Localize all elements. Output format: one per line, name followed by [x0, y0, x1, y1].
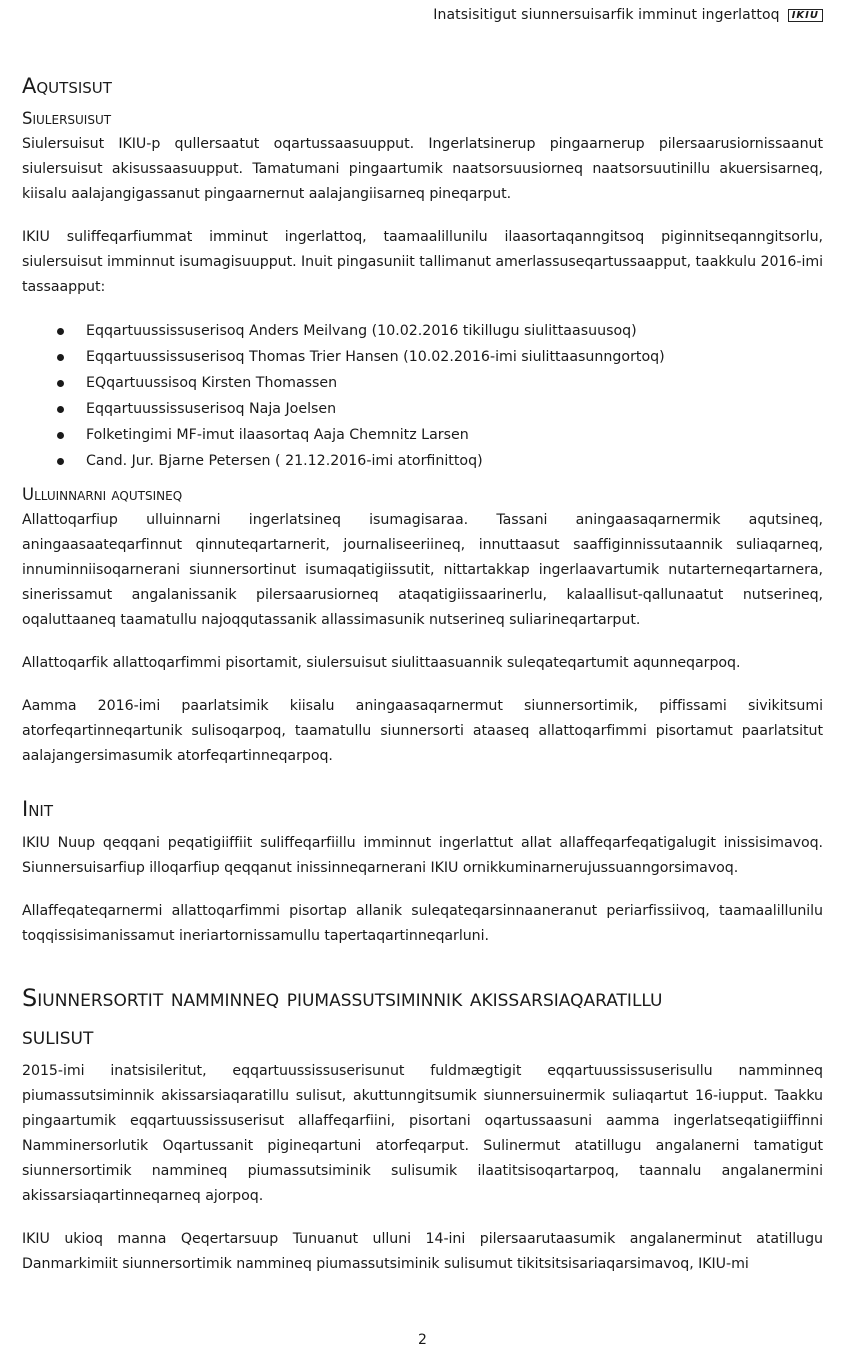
paragraph: Allattoqarfiup ulluinnarni ingerlatsineq isumagisaraa. Tassani aningaasaqarnermik aqutsineq, aningaasaateqarfinnut qinnuteqartarnerit, journaliseeriineq, innuttaasut saaffiginnissutaannik suliaqarneq, innuminniisoqarnerani siunnersortinut isumaqatigiissutit, nittartakkap ingerlaavartumik nutarterneqartarnera, sinerissamut angalanissanik pilersaarusiorneq ataqatigiissaarinerlu, kalaallisut-qallunaatut nutserineq, oqaluttaaneq taamatullu najoqqutassanik allassimasunik nutserineq suliarineqartarput. [22, 512, 823, 628]
page-content [22, 72, 823, 1295]
page-number: 2 [418, 1332, 427, 1348]
paragraph: Allaffeqateqarnermi allattoqarfimmi pisortap allanik suleqateqarsinnaaneranut periarfissiivoq, taamaalillunilu toqqissisimanissamut ineriartornissamullu tapertaqartinneqarluni. [22, 903, 823, 944]
section-heading-aqutsisut: Aqutsisut [22, 74, 112, 98]
section-heading-init: Init [22, 797, 54, 821]
heading-line: sulisut [22, 1022, 94, 1050]
list-item: Eqqartuussissuserisoq Anders Meilvang (10.02.2016 tikillugu siulittaasuusoq) [22, 318, 823, 344]
paragraph: IKIU ukioq manna Qeqertarsuup Tunuanut ulluni 14-ini pilersaarutaasumik angalanerminut atatillugu Danmarkimiit siunnersortimik nammineq piumassutsiminik sulisumut tikitsitsisariaqarsimavoq, IKIU-mi [22, 1231, 823, 1272]
list-item: EQqartuussisoq Kirsten Thomassen [22, 370, 823, 396]
heading-line: Siunnersortit namminneq piumassutsiminnik akissarsiaqaratillu [22, 984, 663, 1012]
board-members-list [22, 318, 823, 474]
paragraph: Siulersuisut IKIU-p qullersaatut oqartussaasuupput. Ingerlatsinerup pingaarnerup pilersaarusiornissaanut siulersuisut akisussaasuupput. Tamatumani pingaartumik naatsorsuusiorneq naatsorsuutinillu akuersisarneq, kiisalu aalajangigassanut pingaarnernut aalajangiisarneq pineqarput. [22, 136, 823, 202]
list-item: Eqqartuussissuserisoq Naja Joelsen [22, 396, 823, 422]
ikiu-logo: IKIU [788, 9, 823, 22]
paragraph: IKIU suliffeqarfiummat imminut ingerlattoq, taamaalillunilu ilaasortaqanngitsoq piginnitseqanngitsorlu, siulersuisut imminnut isumagisuupput. Inuit pingasuniit tallimanut amerlassuseqartussaapput, taakkulu 2016-imi tassaapput: [22, 229, 823, 295]
running-header [433, 7, 823, 23]
header-title: Inatsisitigut siunnersuisarfik imminut ingerlattoq [433, 7, 780, 23]
section-heading-siunnersortit [22, 979, 823, 1055]
list-item: Eqqartuussissuserisoq Thomas Trier Hansen (10.02.2016-imi siulittaasunngortoq) [22, 344, 823, 370]
list-item: Folketingimi MF-imut ilaasortaq Aaja Chemnitz Larsen [22, 422, 823, 448]
paragraph: Aamma 2016-imi paarlatsimik kiisalu aningaasaqarnermut siunnersortimik, piffissami sivikitsumi atorfeqartinneqartunik sulisoqarpoq, taamatullu siunnersorti ataaseq allattoqarfimmi pisortamut paarlatsitut aalajangersimasumik atorfeqartinneqarpoq. [22, 698, 823, 764]
paragraph: IKIU Nuup qeqqani peqatigiiffiit suliffeqarfiillu imminnut ingerlattut allat allaffeqarfeqatigalugit inissisimavoq. Siunnersuisarfiup illoqarfiup qeqqanut inissinneqarnerani IKIU ornikkuminarnerujussuanngorsimavoq. [22, 835, 823, 876]
paragraph: Allattoqarfik allattoqarfimmi pisortamit, siulersuisut siulittaasuannik suleqateqartumit aqunneqarpoq. [22, 655, 741, 671]
document-page [22, 0, 823, 1357]
list-item: Cand. Jur. Bjarne Petersen ( 21.12.2016-imi atorfinittoq) [22, 448, 823, 474]
subheading-siulersuisut: Siulersuisut [22, 109, 112, 128]
paragraph: 2015-imi inatsisileritut, eqqartuussissuserisunut fuldmægtigit eqqartuussissuserisullu namminneq piumassutsiminnik akissarsiaqaratillu sulisut, akuttunngitsumik siunnersuinermik suliaqartut 16-iupput. Taakku pingaartumik eqqartuussissuserisut allaffeqarfiini, pisortani oqartussaasuni aamma ingerlatseqatigiiffinni Namminersorlutik Oqartussanit pigineqartuni atorfeqarput. Sulinermut atatillugu angalanerni tamatigut siunnersortimik nammineq piumassutsiminik sulisumik ilaatitsisoqartarpoq, taannalu angalanermini akissarsiaqartinneqarneq ajorpoq. [22, 1063, 823, 1204]
subheading-ulluinnarni: Ulluinnarni aqutsineq [22, 485, 183, 504]
